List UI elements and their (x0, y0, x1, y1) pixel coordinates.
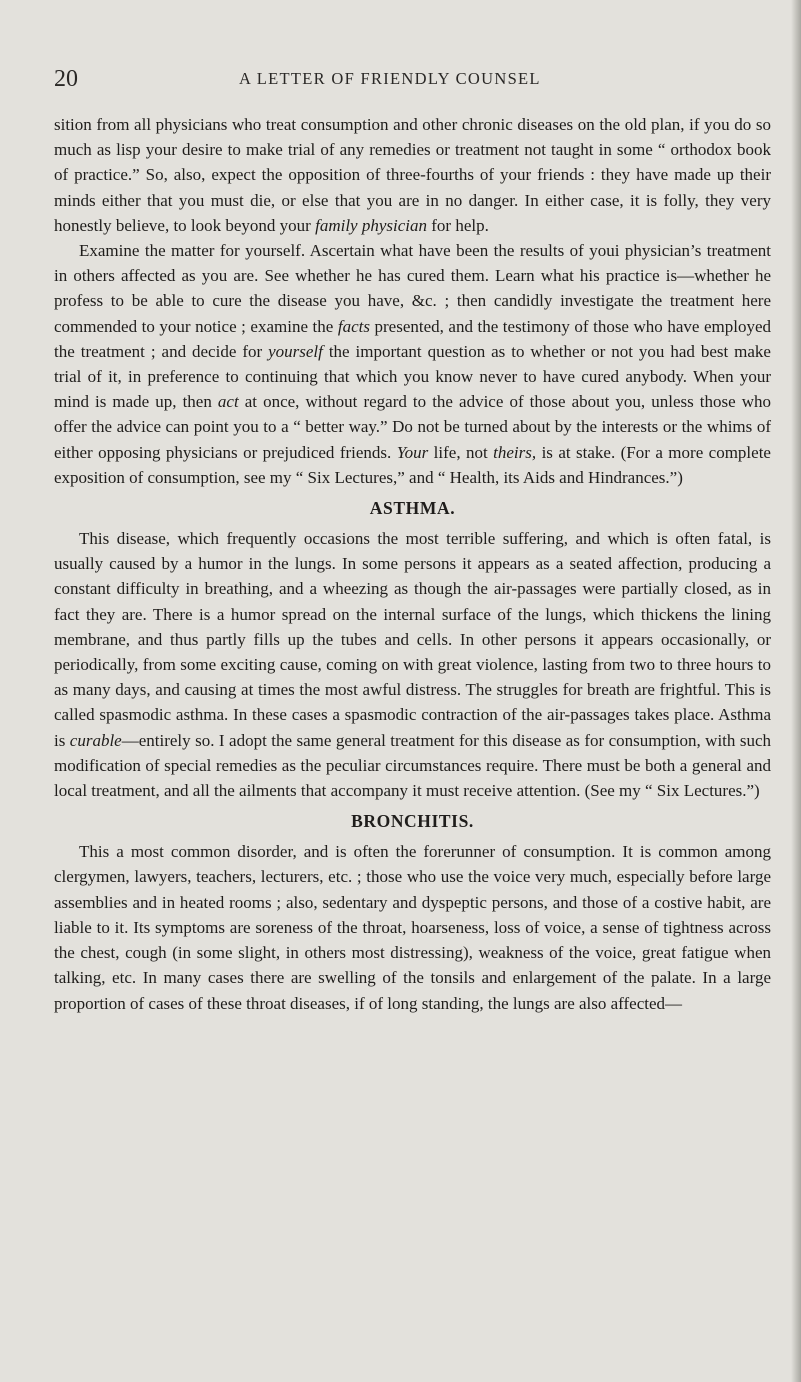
page-edge-shadow (791, 0, 801, 1382)
section-heading-bronchitis: BRONCHITIS. (351, 811, 474, 832)
text-run: presented, and the testimony of those who have employed the treatment ; and decide for (54, 316, 771, 361)
text-run: Examine the matter for yourself. Ascertain what have been the results of youi physician’s treatment in others affected as you are. See whether he has cured them. Learn what his practice is—whether he profess to be able to cure the disease you have, &c. ; then candidly investigate the treatment here commended to your notice ; examine the (54, 241, 771, 336)
paragraph-asthma (54, 526, 771, 803)
italic-run: theirs, (493, 442, 537, 462)
text-run: at once, without regard to the advice of those about you, unless those who offer the advice can point you to a “ better way.” Do not be turned about by the interests or the whims of either opposing physicians or prejudiced friends. (54, 392, 772, 462)
section-heading-asthma: ASTHMA. (369, 498, 456, 519)
italic-run: curable (69, 730, 122, 750)
paragraph-examine (54, 238, 771, 490)
text-run: —entirely so. I adopt the same general treatment for this disease as for consumption, with such modification of special remedies as the peculiar circumstances require. There must be both a general and local treatment, and all the ailments that accompany it must receive attention. (See my “ Six Lectures.”) (54, 730, 771, 801)
paragraph-continuation (54, 112, 771, 238)
italic-run: act (217, 392, 239, 412)
running-title: A LETTER OF FRIENDLY COUNSEL (239, 69, 541, 88)
paragraph-bronchitis: This a most common disorder, and is often the forerunner of consumption. It is common among clergymen, lawyers, teachers, lecturers, etc. ; those who use the voice very much, especially before large assemblies and in heated rooms ; also, sedentary and dyspeptic persons, and those of a costive habit, are liable to it. Its symptoms are soreness of the throat, hoarseness, loss of voice, a sense of tightness across the chest, cough (in some slight, in others most distressing), weakness of the voice, great fatigue when talking, etc. In many cases there are swelling of the tonsils and enlargement of the palate. In a large proportion of cases of these throat diseases, if of long standing, the lungs are also affected— (54, 842, 771, 1013)
text-run: life, not (428, 442, 494, 462)
text-run: for help. (427, 215, 489, 235)
text-run: is at stake. (For a more complete exposition of consumption, see my “ Six Lectures,” and “ Health, its Aids and Hindrances.”) (54, 442, 771, 487)
text-run: This disease, which frequently occasions the most terrible suffering, and which is often fatal, is usually caused by a humor in the lungs. In some persons it appears as a seated affection, producing a constant difficulty in breathing, and a wheezing as though the air-passages were partially closed, as in fact they are. There is a humor spread on the internal surface of the lungs, which thickens the lining membrane, and thus partly fills up the tubes and cells. In other persons it appears occasionally, or periodically, from some exciting cause, coming on with great violence, lasting from two to three hours to as many days, and causing at times the most awful distress. The struggles for breath are frightful. This is called spasmodic asthma. In these cases a spasmodic contraction of the air-passages takes place. Asthma is (54, 529, 771, 750)
text-run: sition from all physicians who treat consumption and other chronic diseases on the old plan, if you do so much as lisp your desire to make trial of any remedies or treatment not taught in some “ orthodox book of practice.” So, also, expect the opposition of three-fourths of your friends : they have made up their minds either that you must die, or else that you are in no danger. In either case, it is folly, they very honestly believe, to look beyond your (54, 115, 771, 235)
italic-run: family physician (315, 215, 427, 235)
italic-run: facts (337, 316, 370, 336)
running-head (54, 64, 774, 94)
italic-run: Your (396, 442, 429, 462)
italic-run: yourself (268, 341, 323, 361)
page-number: 20 (54, 66, 78, 92)
body-text (54, 112, 771, 1016)
text-run: the important question as to whether or not you had best make trial of it, in preference to continuing that which you know never to have cured anybody. When your mind is made up, then (54, 341, 771, 412)
